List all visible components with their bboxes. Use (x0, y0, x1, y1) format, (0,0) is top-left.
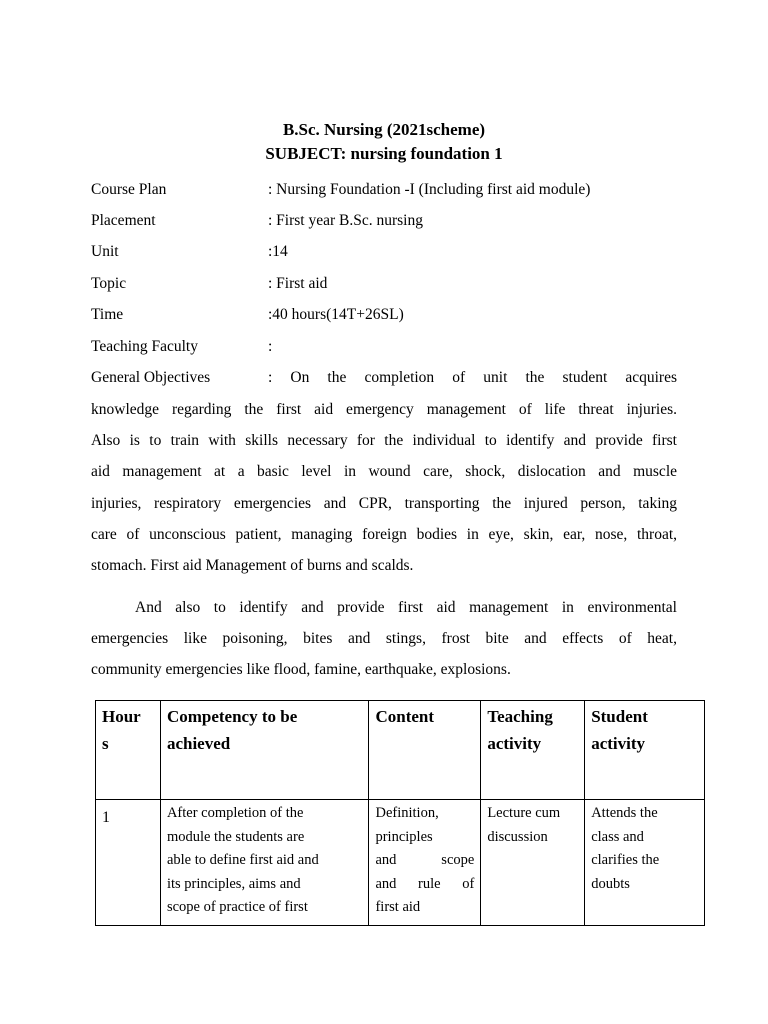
cell-line: discussion (487, 828, 548, 845)
paragraph-line: emergencies like poisoning, bites and stings, frost bite and effects of heat, (91, 630, 677, 648)
cell-hours: 1 (96, 800, 161, 926)
column-header-content (369, 701, 481, 800)
header-text: activity (591, 734, 646, 753)
paragraph-line: knowledge regarding the first aid emergency management of life threat injuries. (91, 401, 677, 418)
detail-label: Placement (91, 212, 156, 229)
header-text: s (102, 734, 109, 753)
cell-competency (160, 800, 369, 926)
header-text: Hour (102, 707, 141, 726)
detail-value: : First aid (268, 275, 328, 292)
detail-value: : Nursing Foundation -I (Including first aid module) (268, 181, 591, 198)
cell-line: Attends the (591, 805, 658, 821)
general-objectives-label: General Objectives (91, 369, 211, 386)
cell-line: clarifies the (591, 852, 660, 868)
cell-line: first aid (375, 899, 421, 915)
paragraph-line: Also is to train with skills necessary for the individual to identify and provide first (91, 432, 677, 450)
table-row (96, 800, 705, 926)
cell-student-activity (585, 800, 705, 926)
header-text: Teaching (487, 707, 553, 726)
detail-value: : First year B.Sc. nursing (268, 212, 423, 229)
detail-label: Topic (91, 275, 127, 292)
course-plan-table (95, 700, 705, 926)
cell-teaching-activity (481, 800, 585, 926)
table-header-row (96, 701, 705, 800)
cell-line: scope of practice of first (166, 899, 308, 915)
header-text: Competency to be (166, 707, 298, 726)
detail-label: Teaching Faculty (91, 338, 198, 355)
paragraph-line: injuries, respiratory emergencies and CPR, transporting the injured person, taking (91, 494, 677, 512)
header-text: activity (487, 734, 542, 753)
cell-line: able to define first aid and (166, 852, 319, 868)
paragraph-line: And also to identify and provide first aid management in environmental (135, 599, 677, 616)
general-objectives-heading (91, 366, 677, 390)
cell-line: After completion of the (166, 805, 304, 821)
cell-line: Definition, (375, 805, 439, 821)
paragraph-line: stomach. First aid Management of burns and scalds. (91, 556, 414, 574)
paragraph-line: community emergencies like flood, famine, earthquake, explosions. (91, 661, 511, 679)
cell-line: and rule of (375, 875, 475, 892)
paragraph-line: aid management at a basic level in wound care, shock, dislocation and muscle (91, 463, 677, 481)
general-objectives-first-line: : On the completion of unit the student acquires (268, 369, 677, 386)
cell-line: class and (591, 828, 644, 845)
detail-value: :14 (268, 243, 288, 260)
cell-line: its principles, aims and (166, 875, 301, 892)
cell-line: doubts (591, 875, 630, 892)
cell-line: module the students are (166, 828, 305, 845)
cell-line: Lecture cum (487, 805, 561, 821)
header-text: Student (591, 707, 648, 726)
cell-line: and scope (375, 852, 475, 868)
header-text: achieved (166, 734, 231, 753)
detail-value: :40 hours(14T+26SL) (268, 306, 404, 323)
document-title: B.Sc. Nursing (2021scheme) (282, 120, 486, 139)
second-paragraph (91, 592, 677, 686)
detail-label: Time (91, 306, 124, 323)
general-objectives-paragraph (91, 394, 677, 581)
cell-content (369, 800, 481, 926)
detail-label: Unit (91, 243, 119, 260)
column-header-teaching-activity (481, 701, 585, 800)
detail-value: : (268, 338, 273, 355)
column-header-student-activity (585, 701, 705, 800)
subject-title: SUBJECT: nursing foundation 1 (265, 144, 503, 163)
column-header-hours (96, 701, 161, 800)
header-text: Content (375, 707, 435, 726)
paragraph-line: care of unconscious patient, managing foreign bodies in eye, skin, ear, nose, throat, (91, 525, 677, 543)
detail-label: Course Plan (91, 181, 167, 198)
column-header-competency (160, 701, 369, 800)
cell-line: principles (375, 828, 433, 845)
